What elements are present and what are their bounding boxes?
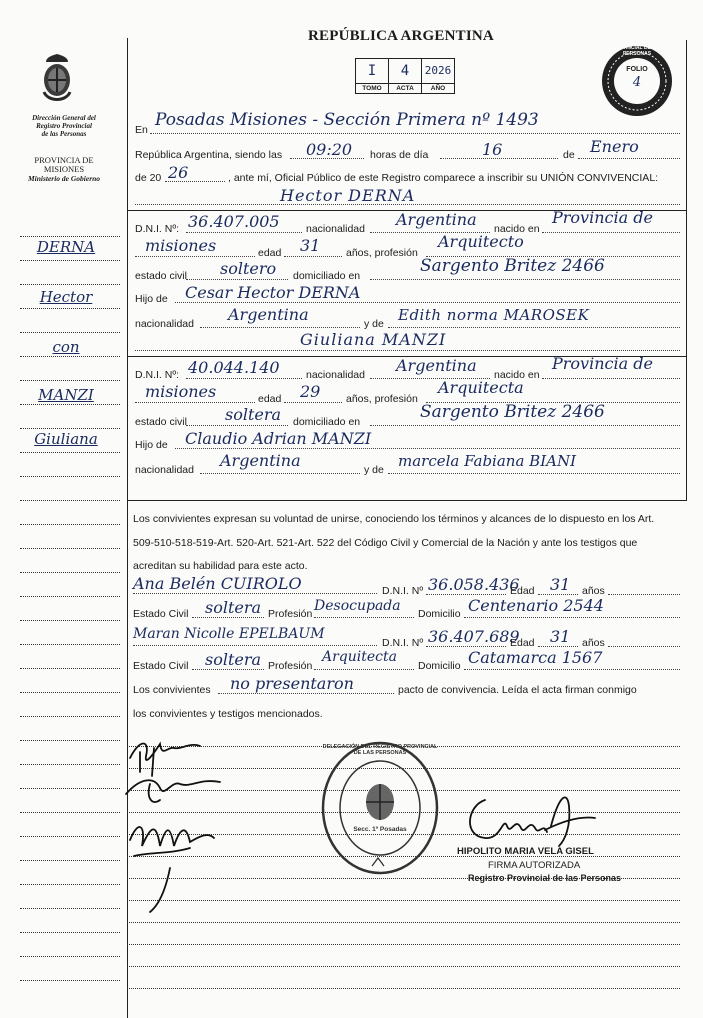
folio-label: FOLIO xyxy=(626,66,648,73)
official-signature-icon xyxy=(455,786,605,852)
margin-line xyxy=(20,884,120,885)
person2-address: Sargento Britez 2466 xyxy=(420,402,605,422)
mother-line xyxy=(388,473,680,474)
margin-line xyxy=(20,908,120,909)
witness2-dni: 36.407.689 xyxy=(428,627,520,646)
official-name: HIPOLITO MARIA VELA GISEL xyxy=(457,846,594,857)
en-label: En xyxy=(135,124,148,136)
person2-age: 29 xyxy=(300,382,321,401)
person1-birthplace-b: misiones xyxy=(145,236,217,255)
margin-line xyxy=(20,356,120,357)
civil-status-label: estado civil xyxy=(135,416,187,428)
place-value: Posadas Misiones - Sección Primera nº 1493 xyxy=(155,110,539,130)
witness-address-label: Domicilio xyxy=(418,608,461,620)
age-line xyxy=(284,256,342,257)
ano-value: 2026 xyxy=(424,64,452,77)
witness-profession-label: Profesión xyxy=(268,660,313,672)
tomo-value: I xyxy=(367,63,377,79)
section-divider xyxy=(127,500,687,501)
tomo-box xyxy=(355,58,389,94)
person1-age: 31 xyxy=(300,236,321,255)
dept-line: Registro Provincial xyxy=(36,122,92,130)
father-nationality-line xyxy=(200,327,360,328)
signature-rule xyxy=(127,988,680,989)
birthplace-label: nacido en xyxy=(494,223,540,235)
right-frame-line xyxy=(686,40,687,500)
margin-line xyxy=(20,260,120,261)
person2-dni: 40.044.140 xyxy=(188,358,280,377)
margin-line xyxy=(20,428,120,429)
margin-line xyxy=(20,284,120,285)
person1-nationality: Argentina xyxy=(396,210,477,229)
folio-ring-text: PROVINCIAL DE LAS PERSONAS xyxy=(611,45,663,57)
person2-birthplace-a: Provincia de xyxy=(552,354,653,373)
margin-line xyxy=(20,644,120,645)
line3-label-a: de 20 xyxy=(135,172,162,184)
signature-rule xyxy=(127,944,680,945)
person2-name: Giuliana MANZI xyxy=(300,330,447,349)
province-block xyxy=(18,156,110,183)
person2-father-nationality: Argentina xyxy=(220,451,301,470)
seal-center-text: Secc. 1º Posadas xyxy=(353,826,407,833)
margin-line xyxy=(20,860,120,861)
person2-name-line xyxy=(135,350,680,351)
province-line: MISIONES xyxy=(43,164,85,174)
line2-label-b: horas de día xyxy=(370,149,429,161)
person1-profession: Arquitecto xyxy=(438,232,524,251)
address-line xyxy=(370,279,680,280)
closing-label: Los convivientes xyxy=(133,684,211,696)
witness1-profession-line xyxy=(314,617,414,618)
witness2-address: Catamarca 1567 xyxy=(468,648,603,667)
person1-name: Hector DERNA xyxy=(280,186,416,205)
age-label: edad xyxy=(258,393,282,405)
margin-line xyxy=(20,572,120,573)
convivientes-signatures-icon xyxy=(110,728,240,918)
person2-father: Claudio Adrian MANZI xyxy=(185,429,372,448)
seal-ring-text: DELEGACIÓN DEL REGISTRO PROVINCIAL DE LAS PERSONAS xyxy=(322,744,438,756)
person1-birthplace-a: Provincia de xyxy=(552,208,653,227)
witness-dni-label: D.N.I. Nº xyxy=(382,585,424,597)
margin-line xyxy=(20,524,120,525)
witness1-address-line xyxy=(464,617,680,618)
father-label: Hijo de xyxy=(135,439,168,451)
margin-line xyxy=(20,404,120,405)
closing-after: pacto de convivencia. Leída el acta firman conmigo xyxy=(398,684,637,696)
age-line xyxy=(284,402,342,403)
closing-line2: los convivientes y testigos mencionados. xyxy=(133,708,323,720)
ano-box xyxy=(421,58,455,94)
father-nationality-line xyxy=(200,473,360,474)
margin-line xyxy=(20,332,120,333)
margin-line xyxy=(20,500,120,501)
birthplace-cont-line xyxy=(135,256,255,257)
coat-of-arms-icon xyxy=(40,52,74,108)
witness1-dni-line xyxy=(426,594,506,595)
witness-age-label: Edad xyxy=(510,637,535,649)
year-value: 26 xyxy=(168,163,189,182)
dept-line: Dirección General del xyxy=(32,114,96,122)
witness1-age: 31 xyxy=(550,575,571,594)
birthplace-cont-line xyxy=(135,402,255,403)
acta-box xyxy=(388,58,422,94)
witness1-profession: Desocupada xyxy=(314,598,401,614)
witness1-dni: 36.058.436 xyxy=(428,575,520,594)
margin-name: con xyxy=(52,338,80,356)
witness1-name: Ana Belén CUIROLO xyxy=(133,574,302,593)
witness2-profession-line xyxy=(314,669,414,670)
age-label: edad xyxy=(258,247,282,259)
margin-line xyxy=(20,764,120,765)
mother-label: y de xyxy=(364,464,384,476)
margin-line xyxy=(20,596,120,597)
page-title: REPÚBLICA ARGENTINA xyxy=(308,28,494,44)
civil-status-line xyxy=(186,279,288,280)
witness-profession-label: Profesión xyxy=(268,608,313,620)
birthplace-line xyxy=(542,232,680,233)
witness2-name-line xyxy=(133,645,377,646)
witness2-age-line xyxy=(538,646,578,647)
address-label: domiciliado en xyxy=(293,270,361,282)
father-nationality-label: nacionalidad xyxy=(135,464,194,476)
margin-line xyxy=(20,548,120,549)
province-line: PROVINCIA DE xyxy=(34,155,94,165)
father-nationality-label: nacionalidad xyxy=(135,318,194,330)
margin-line xyxy=(20,716,120,717)
line3-label-b: , ante mí, Oficial Público de este Registro comparece a inscribir su UNIÓN CONVIVENCIAL: xyxy=(228,172,659,184)
witness-age-label: Edad xyxy=(510,585,535,597)
person1-father: Cesar Hector DERNA xyxy=(185,283,361,302)
ministry: Ministerio de Gobierno xyxy=(27,174,101,183)
margin-line xyxy=(20,692,120,693)
witness2-address-line xyxy=(464,669,680,670)
person1-address: Sargento Britez 2466 xyxy=(420,256,605,276)
ano-label: AÑO xyxy=(422,83,454,93)
dni-line xyxy=(186,232,302,233)
witness-anos-label: años xyxy=(582,585,605,597)
acta-value: 4 xyxy=(400,63,410,79)
month-line xyxy=(578,158,680,159)
witness2-civil-status: soltera xyxy=(205,650,262,669)
pact-value: no presentaron xyxy=(230,674,354,693)
father-line xyxy=(175,448,680,449)
margin-name: MANZI xyxy=(38,386,94,404)
civil-status-line xyxy=(186,425,288,426)
profession-label: años, profesión xyxy=(346,393,418,405)
father-line xyxy=(175,302,680,303)
dni-label: D.N.I. Nº: xyxy=(135,223,180,235)
birthplace-label: nacido en xyxy=(494,369,540,381)
month-value: Enero xyxy=(590,137,639,156)
dni-line xyxy=(186,378,302,379)
margin-name: Hector xyxy=(39,288,93,306)
witness2-profession: Arquitecta xyxy=(322,649,397,665)
person2-birthplace-b: misiones xyxy=(145,382,217,401)
person2-civil-status: soltera xyxy=(225,405,282,424)
margin-line xyxy=(20,812,120,813)
dni-label: D.N.I. Nº: xyxy=(135,369,180,381)
witness1-civil-status: soltera xyxy=(205,598,262,617)
anos-line xyxy=(608,594,680,595)
dept-line: de las Personas xyxy=(41,130,87,138)
witness-address-label: Domicilio xyxy=(418,660,461,672)
father-label: Hijo de xyxy=(135,293,168,305)
margin-name: DERNA xyxy=(36,238,96,256)
pact-line xyxy=(218,693,394,694)
witness-anos-label: años xyxy=(582,637,605,649)
place-line xyxy=(150,133,680,134)
margin-line xyxy=(20,380,120,381)
signature-rule xyxy=(127,966,680,967)
margin-line xyxy=(20,452,120,453)
person1-mother: Edith norma MAROSEK xyxy=(398,306,590,324)
registry-department xyxy=(18,114,110,138)
person1-civil-status: soltero xyxy=(220,259,277,278)
time-value: 09:20 xyxy=(306,140,353,159)
tomo-label: TOMO xyxy=(356,83,388,93)
civil-status-label: estado civil xyxy=(135,270,187,282)
witness2-dni-line xyxy=(426,646,506,647)
seal-ring-icon xyxy=(320,740,440,876)
mother-line xyxy=(388,327,680,328)
margin-line xyxy=(20,308,120,309)
margin-name: Giuliana xyxy=(34,430,98,448)
margin-line xyxy=(20,620,120,621)
nationality-label: nacionalidad xyxy=(306,223,365,235)
margin-line xyxy=(20,956,120,957)
official-registry: Registro Provincial de las Personas xyxy=(468,873,622,883)
address-label: domiciliado en xyxy=(293,416,361,428)
margin-line xyxy=(20,788,120,789)
person1-father-nationality: Argentina xyxy=(228,305,309,324)
person2-nationality: Argentina xyxy=(396,356,477,375)
legal-text-line3: acreditan su habilidad para este acto. xyxy=(133,560,308,572)
witness2-name: Maran Nicolle EPELBAUM xyxy=(133,626,325,642)
nationality-label: nacionalidad xyxy=(306,369,365,381)
anos-line xyxy=(608,646,680,647)
legal-text-line2: 509-510-518-519-Art. 520-Art. 521-Art. 522 del Código Civil y Comercial de la Nación y ante los testigos que xyxy=(133,537,638,549)
margin-line xyxy=(20,740,120,741)
profession-label: años, profesión xyxy=(346,247,418,259)
margin-line xyxy=(20,236,120,237)
witness1-age-line xyxy=(538,594,578,595)
witness-dni-label: D.N.I. Nº xyxy=(382,637,424,649)
official-title: FIRMA AUTORIZADA xyxy=(488,860,581,871)
birthplace-line xyxy=(542,378,680,379)
official-seal xyxy=(320,740,440,876)
witness-civil-label: Estado Civil xyxy=(133,660,189,672)
folio-value: 4 xyxy=(632,75,642,90)
witness-civil-label: Estado Civil xyxy=(133,608,189,620)
line2-label-a: República Argentina, siendo las xyxy=(135,149,283,161)
margin-line xyxy=(20,836,120,837)
address-line xyxy=(370,425,680,426)
folio-stamp xyxy=(600,44,674,118)
witness2-civil-line xyxy=(192,669,264,670)
witness1-name-line xyxy=(133,593,377,594)
legal-text-line1: Los convivientes expresan su voluntad de unirse, conociendo los términos y alcances de lo dispuesto en los Art. xyxy=(133,513,655,525)
person2-profession: Arquitecta xyxy=(438,378,524,397)
margin-line xyxy=(20,668,120,669)
margin-line xyxy=(20,932,120,933)
margin-line xyxy=(20,980,120,981)
mother-label: y de xyxy=(364,318,384,330)
day-value: 16 xyxy=(482,140,503,159)
witness1-address: Centenario 2544 xyxy=(468,596,604,615)
margin-line xyxy=(20,476,120,477)
person1-dni: 36.407.005 xyxy=(188,212,280,231)
witness2-age: 31 xyxy=(550,627,571,646)
acta-label: ACTA xyxy=(389,83,421,93)
line2-label-c: de xyxy=(563,149,575,161)
person2-mother: marcela Fabiana BIANI xyxy=(398,452,577,470)
signature-rule xyxy=(127,922,680,923)
witness1-civil-line xyxy=(192,617,264,618)
